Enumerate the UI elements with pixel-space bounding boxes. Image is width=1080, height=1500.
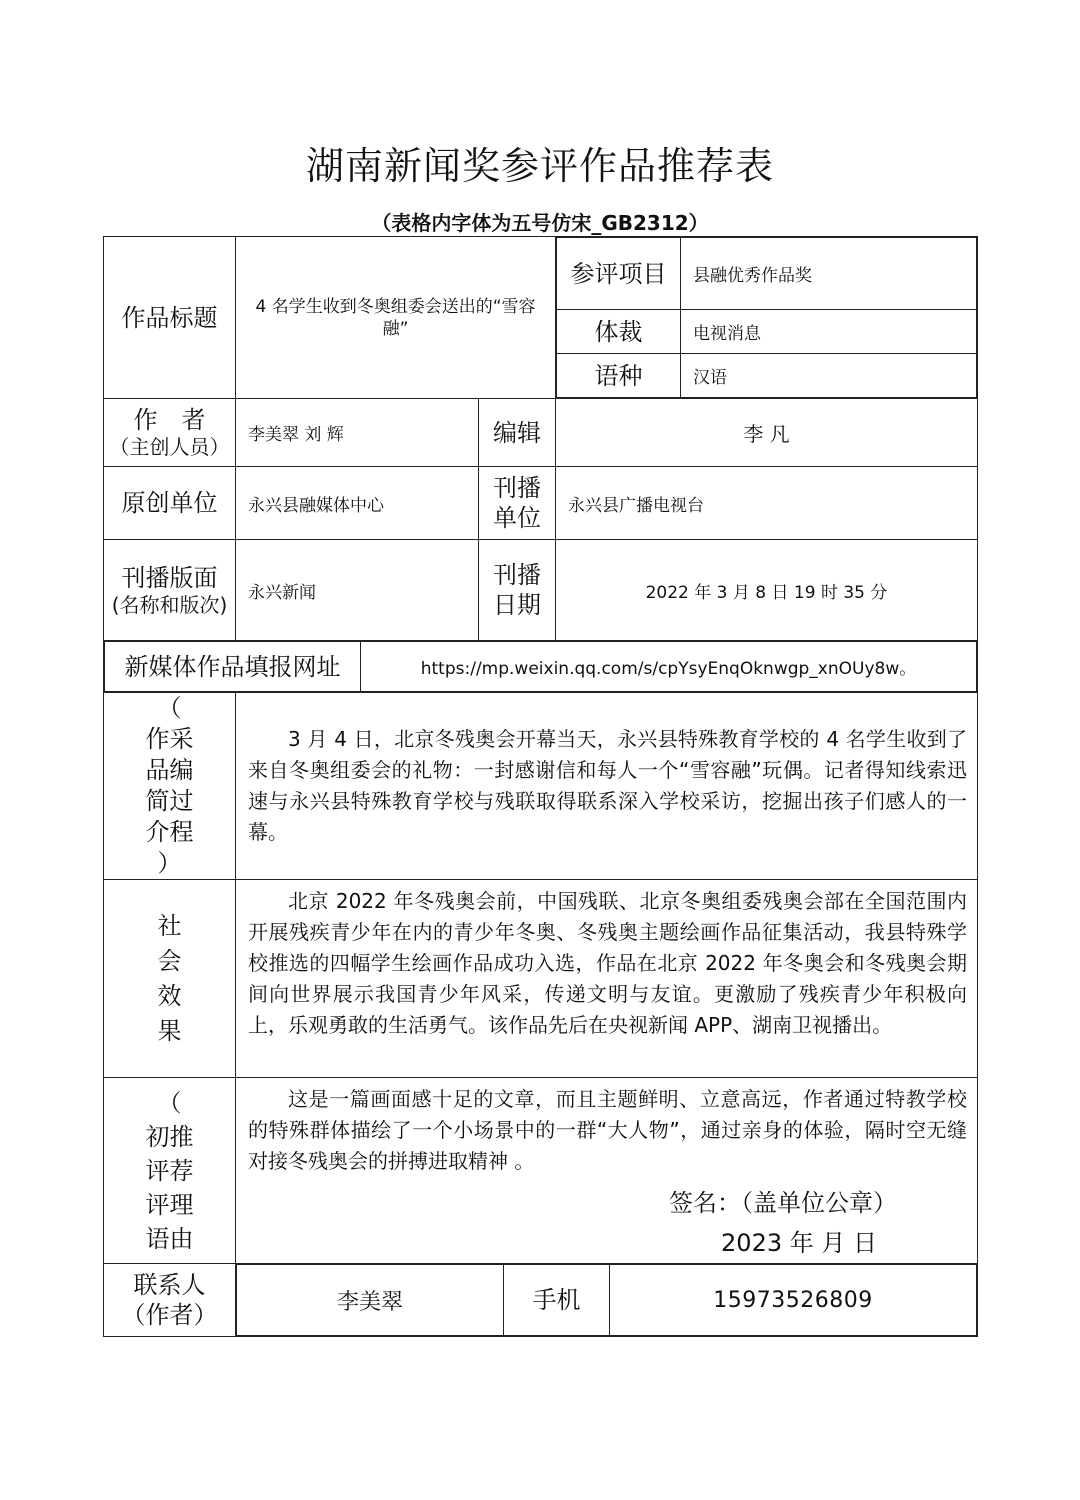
phone-label: 手机 [504,1265,610,1336]
author-label: 作 者 [133,406,206,434]
author-value[interactable]: 李美翠 刘 辉 [236,399,479,467]
contact-label-cell [104,1264,236,1337]
process-label [104,693,236,880]
process-label-line: 简过 [145,787,194,815]
broadcast-section-sublabel: (名称和版次) [111,592,228,617]
work-title-value[interactable]: 4 名学生收到冬奥组委会送出的“雪容融” [236,237,556,399]
category-value[interactable]: 县融优秀作品奖 [681,238,977,310]
genre-label: 体裁 [557,310,681,354]
language-label: 语种 [557,354,681,398]
recommendation-cell [236,1078,978,1264]
page-title: 湖南新闻奖参评作品推荐表 [305,144,774,188]
recommendation-label-line: 初推 [145,1122,194,1151]
broadcast-date-value[interactable]: 2022 年 3 月 8 日 19 时 35 分 [556,540,978,641]
broadcast-unit-label: 刊播单位 [479,467,556,540]
author-sublabel: （主创人员） [109,435,230,459]
broadcast-section-label: 刊播版面 [121,563,218,592]
process-text[interactable]: 3 月 4 日，北京冬残奥会开幕当天，永兴县特殊教育学校的 4 名学生收到了来自冬奥组委会的礼物：一封感谢信和每人一个“雪容融”玩偶。记者得知线索迅速与永兴县特殊教育学校与残联取得联系深入学校采访，挖掘出孩子们感人的一幕。 [236,693,978,880]
contact-subtable [236,1264,977,1336]
original-unit-value[interactable]: 永兴县融媒体中心 [236,467,479,540]
original-unit-label: 原创单位 [104,467,236,540]
broadcast-date-label: 刊播日期 [479,540,556,641]
contact-name[interactable]: 李美翠 [237,1265,504,1336]
recommendation-label-line: 评荐 [145,1156,194,1185]
recommendation-label-line: 语由 [145,1224,194,1253]
page-subtitle: （表格内字体为五号仿宋_GB2312） [371,211,709,235]
broadcast-section-value[interactable]: 永兴新闻 [236,540,479,641]
process-label-line: （ [157,694,182,722]
process-label-line: 介程 [145,818,194,846]
broadcast-unit-value[interactable]: 永兴县广播电视台 [556,467,978,540]
recommendation-label [104,1078,236,1264]
broadcast-section-label-cell [104,540,236,641]
signature-date: 2023 年 月 日 [721,1229,877,1257]
editor-value[interactable]: 李 凡 [556,399,978,467]
social-effect-label-line: 社 [157,911,182,940]
contact-sublabel: （作者） [121,1301,218,1329]
new-media-url-label: 新媒体作品填报网址 [105,642,361,692]
language-value[interactable]: 汉语 [681,354,977,398]
recommendation-label-line: （ [157,1088,182,1117]
process-label-line: 品编 [145,756,194,784]
social-effect-label-line: 会 [157,946,182,975]
genre-value[interactable]: 电视消息 [681,310,977,354]
recommendation-form [103,236,978,1337]
social-effect-label-line: 效 [157,981,182,1010]
social-effect-label [104,880,236,1078]
process-label-line: ） [157,849,182,877]
category-label: 参评项目 [557,238,681,310]
signature-line: 签名：（盖单位公章） [669,1189,897,1217]
process-label-line: 作采 [145,725,194,753]
new-media-url-value[interactable]: https://mp.weixin.qq.com/s/cpYsyEnqOknwgp_xnOUy8w。 [361,642,977,692]
url-subtable [104,641,977,692]
phone-value[interactable]: 15973526809 [610,1265,977,1336]
social-effect-text[interactable]: 北京 2022 年冬残奥会前，中国残联、北京冬奥组委残奥会部在全国范围内开展残疾青少年在内的青少年冬奥、冬残奥主题绘画作品征集活动，我县特殊学校推选的四幅学生绘画作品成功入选，作品在北京 2022 年冬奥会和冬残奥会期间向世界展示我国青少年风采，传递文明与友谊。更激励了残疾青少年积极向上，乐观勇敢的生活勇气。该作品先后在央视新闻 APP、湖南卫视播出。 [236,880,978,1078]
contact-label: 联系人 [133,1271,206,1299]
recommendation-label-line: 评理 [145,1190,194,1219]
editor-label: 编辑 [479,399,556,467]
work-title-label: 作品标题 [104,237,236,399]
recommendation-text[interactable]: 这是一篇画面感十足的文章，而且主题鲜明、立意高远，作者通过特教学校的特殊群体描绘了一个小场景中的一群“大人物”，通过亲身的体验，隔时空无缝对接冬残奥会的拼搏进取精神 。 [248,1087,967,1173]
social-effect-label-line: 果 [157,1016,182,1045]
author-label-cell [104,399,236,467]
meta-subtable [556,237,977,398]
